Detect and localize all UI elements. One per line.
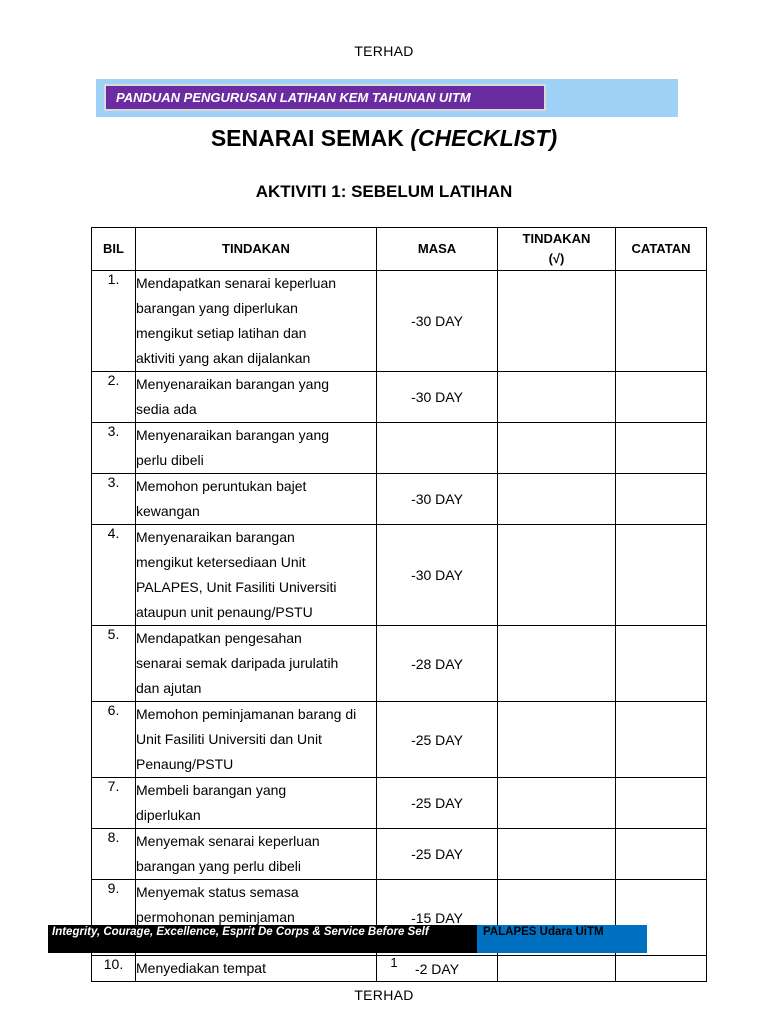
tindakan-line: senarai semak daripada jurulatih xyxy=(136,655,339,671)
classification-footer: TERHAD xyxy=(354,987,414,1003)
classification-header: TERHAD xyxy=(354,43,414,59)
footer-bar xyxy=(48,925,647,953)
row-check-cell[interactable] xyxy=(498,829,616,880)
tindakan-line: barangan yang perlu dibeli xyxy=(136,858,302,874)
row-masa: -30 DAY xyxy=(377,372,498,423)
tindakan-line: Mendapatkan pengesahan xyxy=(136,630,302,646)
table-row xyxy=(92,474,707,525)
row-masa: -25 DAY xyxy=(377,778,498,829)
header-masa: MASA xyxy=(377,228,498,271)
row-bil: 6. xyxy=(92,702,136,778)
tindakan-line: Menyemak status semasa xyxy=(136,884,299,900)
row-tindakan xyxy=(136,271,377,372)
row-tindakan xyxy=(136,778,377,829)
tindakan-line: Memohon peruntukan bajet xyxy=(136,478,307,494)
row-masa: -30 DAY xyxy=(377,474,498,525)
row-bil: 7. xyxy=(92,778,136,829)
page-number: 1 xyxy=(390,955,398,970)
table-row xyxy=(92,829,707,880)
header-bil: BIL xyxy=(92,228,136,271)
row-tindakan xyxy=(136,423,377,474)
header-check-label: TINDAKAN xyxy=(522,231,591,246)
tindakan-line: Membeli barangan yang xyxy=(136,782,287,798)
table-header-row xyxy=(92,228,707,271)
row-bil: 3. xyxy=(92,423,136,474)
row-bil: 5. xyxy=(92,626,136,702)
section-title: AKTIVITI 1: SEBELUM LATIHAN xyxy=(255,182,513,201)
tindakan-line: Menyemak senarai keperluan xyxy=(136,833,320,849)
table-row xyxy=(92,525,707,626)
tindakan-line: perlu dibeli xyxy=(136,452,204,468)
row-tindakan xyxy=(136,525,377,626)
row-bil: 9. xyxy=(92,880,136,956)
checklist-body xyxy=(92,271,707,982)
row-bil: 1. xyxy=(92,271,136,372)
row-tindakan xyxy=(136,626,377,702)
row-masa xyxy=(377,423,498,474)
table-row xyxy=(92,702,707,778)
row-check-cell[interactable] xyxy=(498,702,616,778)
tindakan-line: Memohon peminjamanan barang di xyxy=(136,706,357,722)
row-check-cell[interactable] xyxy=(498,372,616,423)
page-title-italic: (CHECKLIST) xyxy=(410,125,558,151)
header-tindakan: TINDAKAN xyxy=(136,228,377,271)
row-catatan-cell[interactable] xyxy=(616,372,707,423)
tindakan-line: Unit Fasiliti Universiti dan Unit xyxy=(136,731,322,747)
tindakan-line: Penaung/PSTU xyxy=(136,756,234,772)
row-catatan-cell[interactable] xyxy=(616,525,707,626)
row-masa: -30 DAY xyxy=(377,525,498,626)
row-catatan-cell[interactable] xyxy=(616,702,707,778)
tindakan-line: kewangan xyxy=(136,503,200,519)
tindakan-line: mengikut ketersediaan Unit xyxy=(136,554,306,570)
header-catatan: CATATAN xyxy=(616,228,707,271)
row-bil: 3. xyxy=(92,474,136,525)
row-check-cell[interactable] xyxy=(498,626,616,702)
row-masa: -2 DAY xyxy=(377,956,498,982)
tindakan-line: diperlukan xyxy=(136,807,201,823)
row-bil: 10. xyxy=(92,956,136,982)
header-check xyxy=(498,228,616,271)
tindakan-line: barangan yang diperlukan xyxy=(136,300,298,316)
row-masa: -15 DAY xyxy=(377,880,498,956)
tindakan-line: PALAPES, Unit Fasiliti Universiti xyxy=(136,579,337,595)
row-check-cell[interactable] xyxy=(498,778,616,829)
table-row xyxy=(92,423,707,474)
row-masa: -25 DAY xyxy=(377,829,498,880)
row-tindakan xyxy=(136,702,377,778)
tindakan-line: Menyenaraikan barangan xyxy=(136,529,295,545)
tindakan-line: permohonan peminjaman xyxy=(136,909,295,925)
footer-motto: Integrity, Courage, Excellence, Esprit De Corps & Service Before Self xyxy=(48,925,477,953)
row-check-cell[interactable] xyxy=(498,525,616,626)
row-catatan-cell[interactable] xyxy=(616,271,707,372)
row-check-cell[interactable] xyxy=(498,271,616,372)
row-tindakan xyxy=(136,474,377,525)
table-row xyxy=(92,372,707,423)
row-catatan-cell[interactable] xyxy=(616,474,707,525)
banner-title: PANDUAN PENGURUSAN LATIHAN KEM TAHUNAN UITM xyxy=(104,84,546,111)
tindakan-line: mengikut setiap latihan dan xyxy=(136,325,307,341)
row-masa: -30 DAY xyxy=(377,271,498,372)
tindakan-line: sedia ada xyxy=(136,401,197,417)
tindakan-line: aktiviti yang akan dijalankan xyxy=(136,350,311,366)
row-masa: -28 DAY xyxy=(377,626,498,702)
tindakan-line: Menyenaraikan barangan yang xyxy=(136,376,330,392)
row-tindakan xyxy=(136,829,377,880)
row-bil: 2. xyxy=(92,372,136,423)
header-check-mark: (√) xyxy=(548,251,565,266)
page-title xyxy=(0,125,768,152)
row-check-cell[interactable] xyxy=(498,423,616,474)
row-masa: -25 DAY xyxy=(377,702,498,778)
tindakan-line: dan ajutan xyxy=(136,680,202,696)
row-catatan-cell[interactable] xyxy=(616,423,707,474)
tindakan-line: ataupun unit penaung/PSTU xyxy=(136,604,313,620)
checklist-table xyxy=(91,227,707,982)
row-bil: 8. xyxy=(92,829,136,880)
row-catatan-cell[interactable] xyxy=(616,626,707,702)
tindakan-line: Menyediakan tempat xyxy=(136,960,266,976)
row-tindakan xyxy=(136,372,377,423)
guide-banner xyxy=(96,79,678,117)
table-row xyxy=(92,626,707,702)
tindakan-line: Menyenaraikan barangan yang xyxy=(136,427,330,443)
row-catatan-cell[interactable] xyxy=(616,829,707,880)
row-catatan-cell[interactable] xyxy=(616,778,707,829)
row-check-cell[interactable] xyxy=(498,474,616,525)
table-row xyxy=(92,271,707,372)
row-bil: 4. xyxy=(92,525,136,626)
footer-unit: PALAPES Udara UiTM xyxy=(477,925,647,953)
table-row xyxy=(92,778,707,829)
tindakan-line: Mendapatkan senarai keperluan xyxy=(136,275,337,291)
page-title-main: SENARAI SEMAK xyxy=(210,125,404,151)
